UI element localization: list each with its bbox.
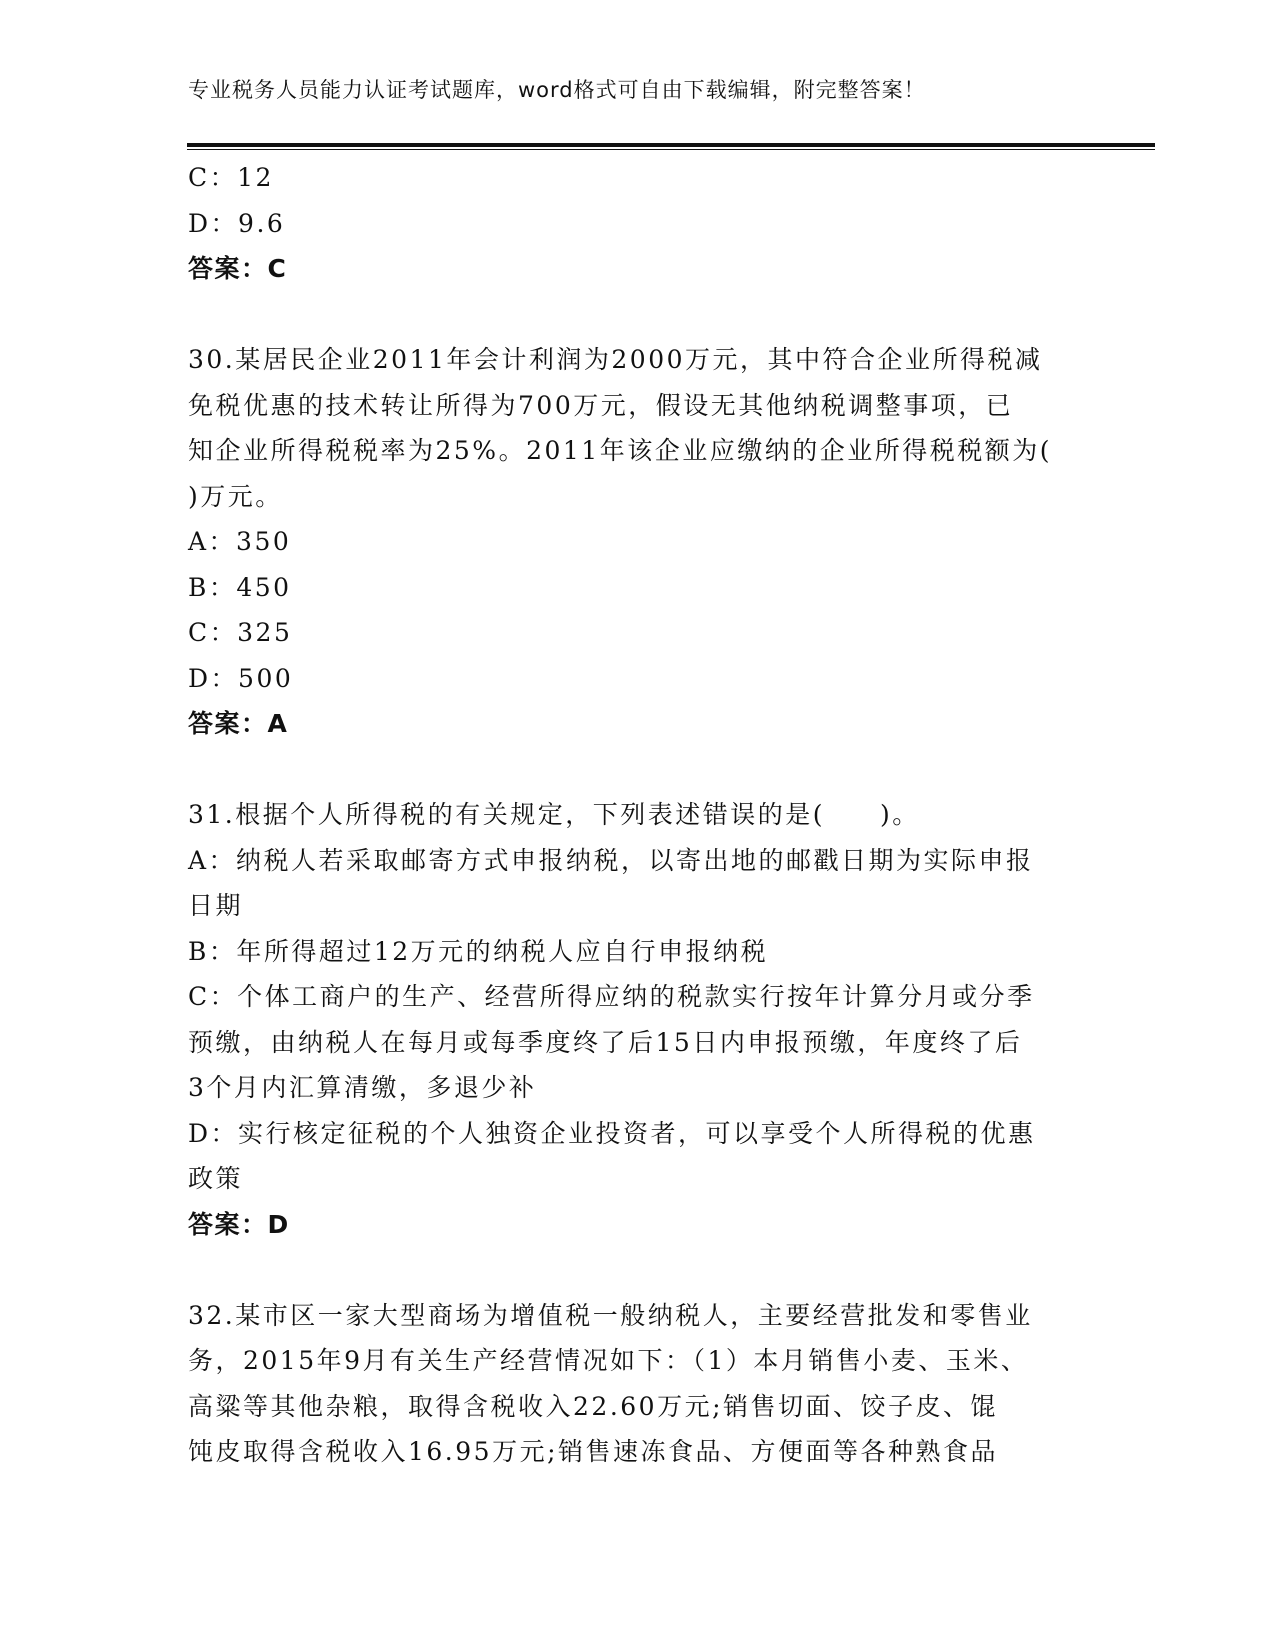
option-c-line: C：个体工商户的生产、经营所得应纳的税款实行按年计算分月或分季 bbox=[188, 982, 1035, 1011]
option-c: C：325 bbox=[188, 618, 293, 647]
option-d: D：9.6 bbox=[188, 208, 286, 238]
answer-line: 答案：A bbox=[188, 709, 289, 738]
previous-question-tail bbox=[188, 155, 1088, 292]
question-32 bbox=[188, 1293, 1088, 1475]
question-stem-line: 30.某居民企业2011年会计利润为2000万元，其中符合企业所得税减 bbox=[188, 345, 1043, 374]
question-stem-line: 免税优惠的技术转让所得为700万元，假设无其他纳税调整事项，已 bbox=[188, 390, 1014, 420]
option-b: B：450 bbox=[188, 572, 292, 602]
question-stem-line: 32.某市区一家大型商场为增值税一般纳税人，主要经营批发和零售业 bbox=[188, 1300, 1033, 1330]
question-31 bbox=[188, 792, 1088, 1247]
spacer bbox=[188, 1247, 1088, 1293]
option-a-line: 日期 bbox=[188, 891, 244, 920]
header-divider-thick bbox=[187, 143, 1155, 147]
question-stem-line: 饨皮取得含税收入16.95万元;销售速冻食品、方便面等各种熟食品 bbox=[188, 1437, 998, 1466]
question-stem-line: 务，2015年9月有关生产经营情况如下：（1）本月销售小麦、玉米、 bbox=[188, 1346, 1029, 1375]
question-stem-line: 高粱等其他杂粮，取得含税收入22.60万元;销售切面、饺子皮、馄 bbox=[188, 1391, 998, 1421]
option-d-line: 政策 bbox=[188, 1164, 244, 1193]
option-d: D：500 bbox=[188, 663, 294, 693]
question-30 bbox=[188, 337, 1088, 747]
spacer bbox=[188, 747, 1088, 793]
question-stem-line: 31.根据个人所得税的有关规定，下列表述错误的是( )。 bbox=[188, 800, 920, 829]
question-stem-line: )万元。 bbox=[188, 481, 283, 511]
option-a: A：350 bbox=[188, 527, 292, 556]
document-body bbox=[188, 155, 1088, 1475]
answer-line: 答案：C bbox=[188, 254, 288, 283]
page-header: 专业税务人员能力认证考试题库，word格式可自由下载编辑，附完整答案！ bbox=[188, 78, 926, 102]
question-stem-line: 知企业所得税税率为25%。2011年该企业应缴纳的企业所得税税额为( bbox=[188, 436, 1052, 465]
spacer bbox=[188, 292, 1088, 338]
option-c-line: 预缴，由纳税人在每月或每季度终了后15日内申报预缴，年度终了后 bbox=[188, 1027, 1023, 1057]
answer-line: 答案：D bbox=[188, 1209, 290, 1239]
option-a-line: A：纳税人若采取邮寄方式申报纳税，以寄出地的邮戳日期为实际申报 bbox=[188, 845, 1034, 875]
option-d-line: D：实行核定征税的个人独资企业投资者，可以享受个人所得税的优惠 bbox=[188, 1118, 1036, 1148]
option-b-line: B：年所得超过12万元的纳税人应自行申报纳税 bbox=[188, 936, 769, 966]
option-c: C：12 bbox=[188, 163, 274, 192]
header-divider-thin bbox=[187, 149, 1155, 150]
option-c-line: 3个月内汇算清缴，多退少补 bbox=[188, 1073, 537, 1102]
